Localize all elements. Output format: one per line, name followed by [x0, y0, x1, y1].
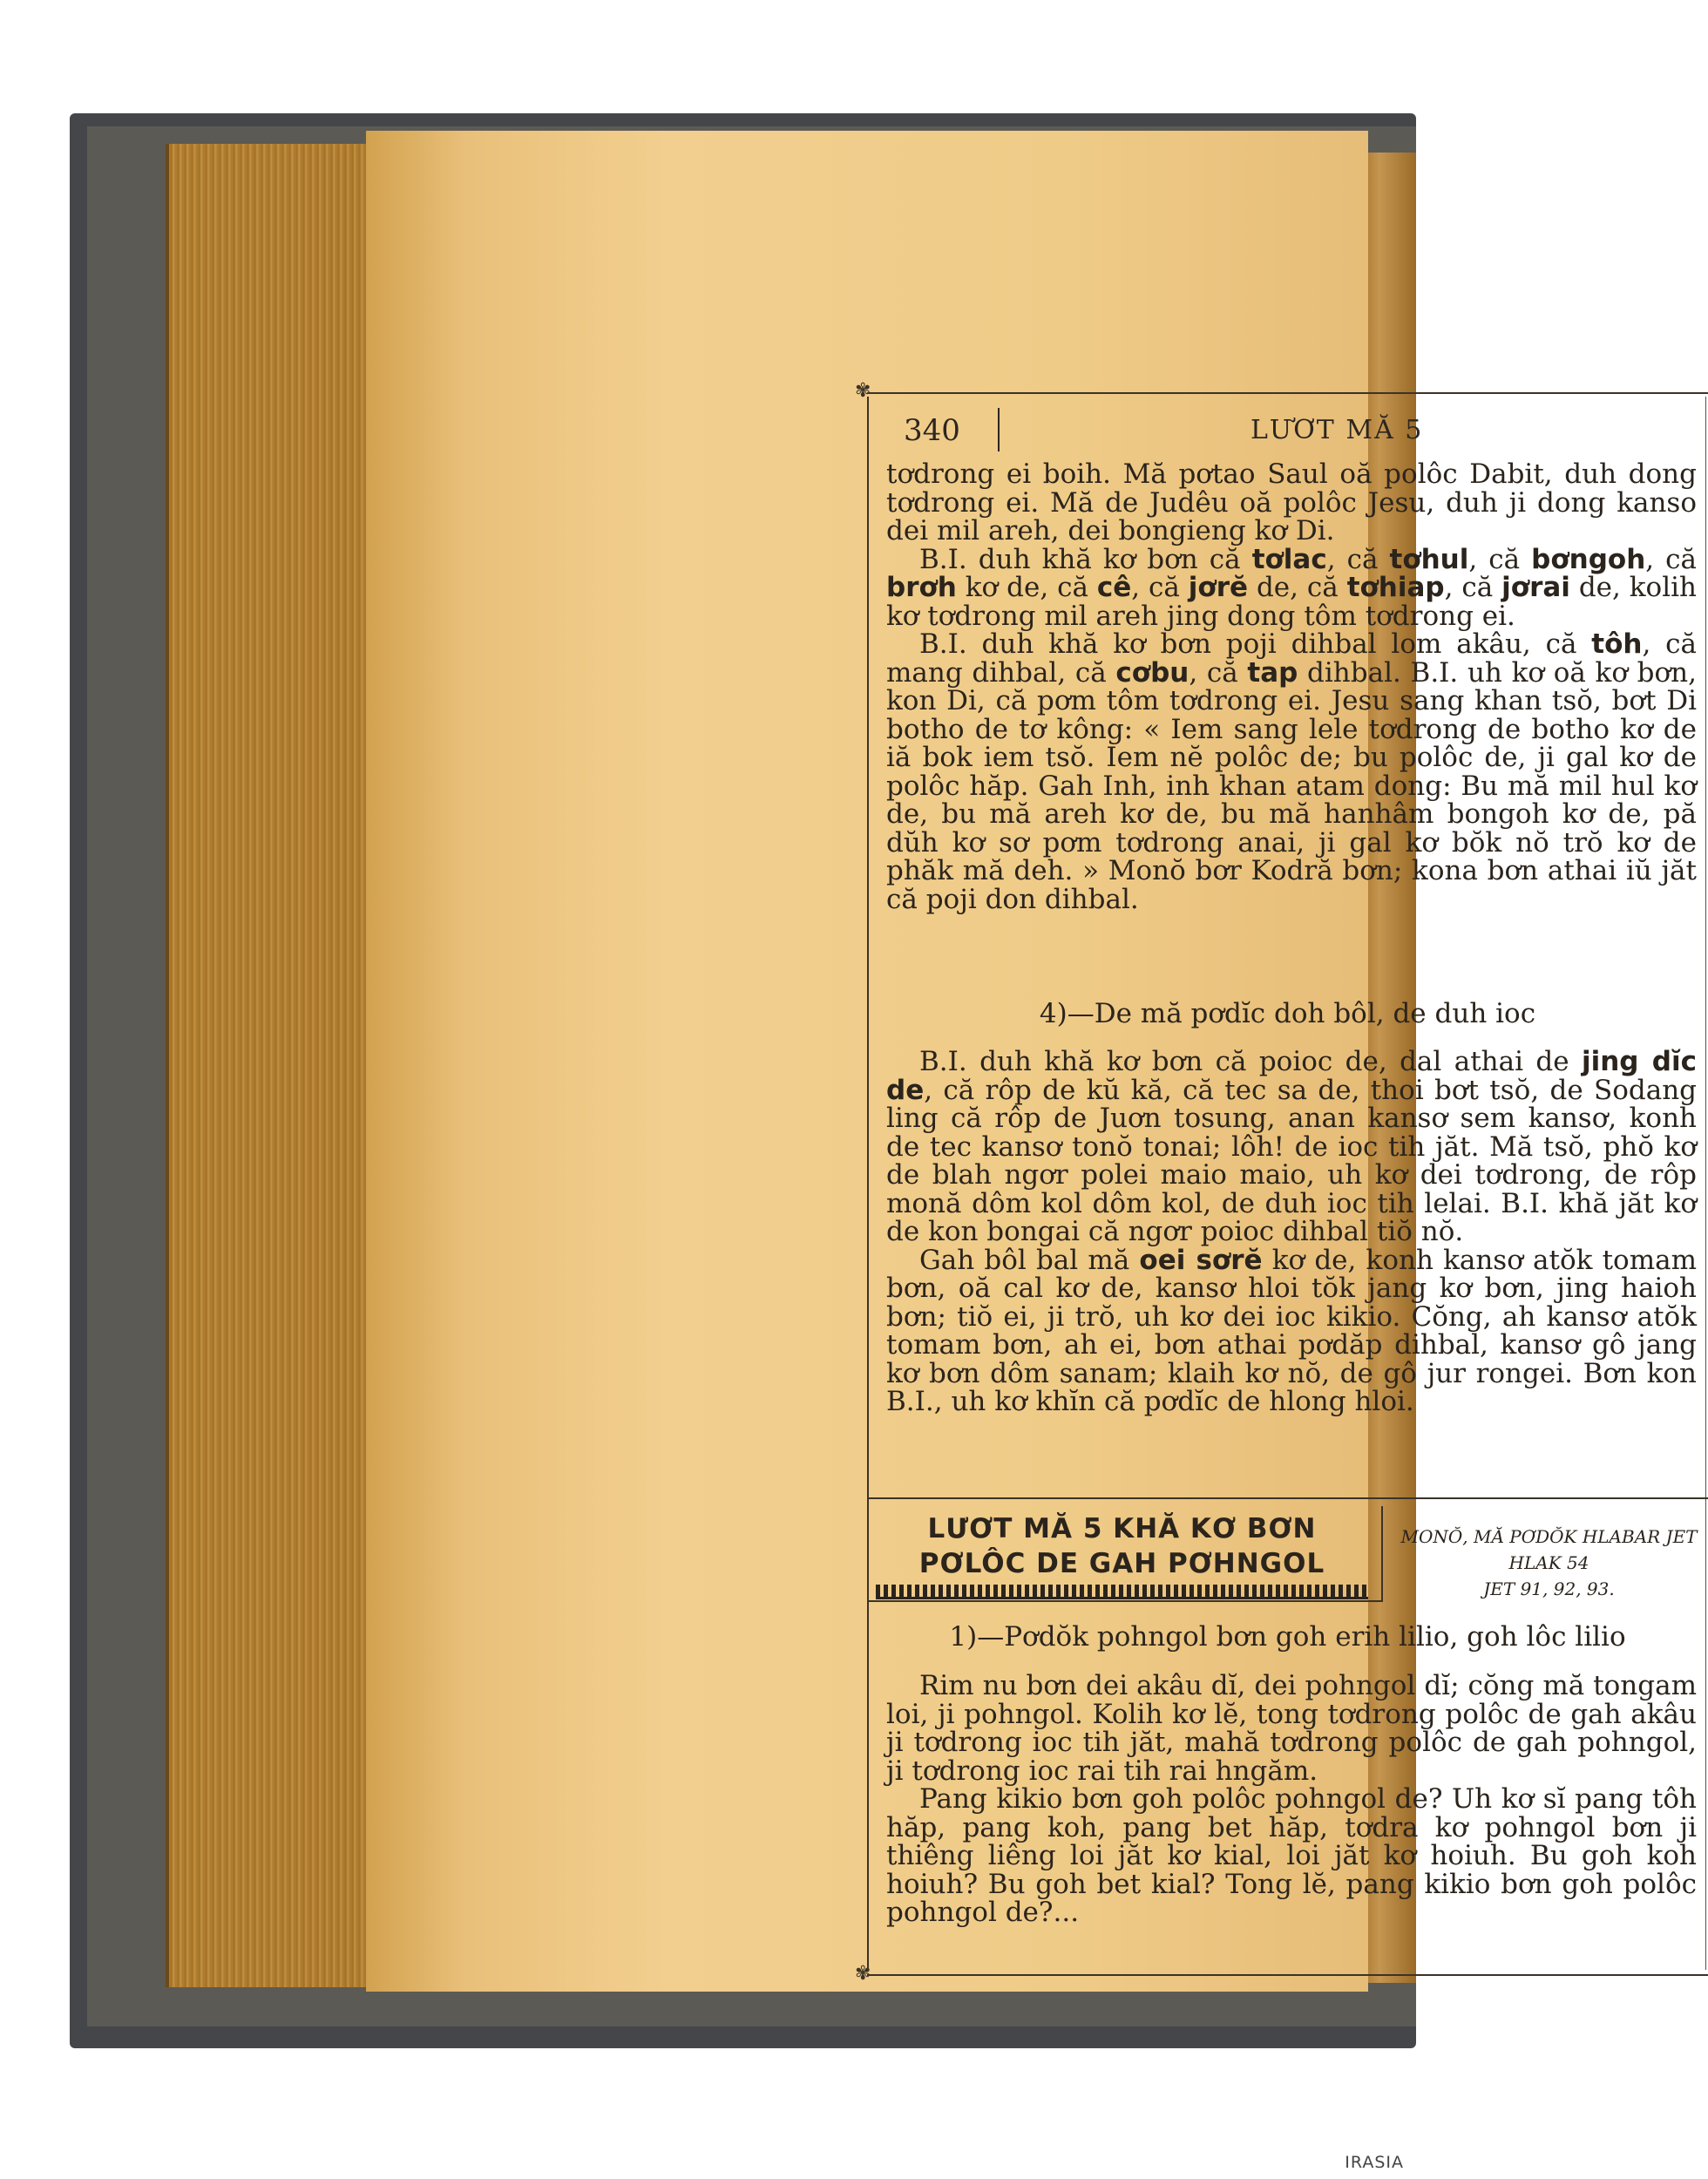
paragraph-2: [886, 543, 1698, 632]
lesson-references: [1390, 1524, 1708, 1602]
text-frame: [855, 380, 1708, 1985]
bold-term: bơngoh: [1531, 543, 1646, 575]
text-run: B.I. duh khă kơ bơn că poioc de, dal athai de: [919, 1046, 1582, 1077]
left-rule: [867, 397, 869, 1970]
paragraph-7: Pang kikio bơn goh polôc pohngol de? Uh kơ sĭ pang tôh hăp, pang koh, pang bet hăp, tơdra kơ pohngol bơn ji thiêng liêng loi jăt kơ kial, loi jăt kơ hoiuh. Bu goh koh hoiuh? Bu goh bet kial? Tong lĕ, pang kikio bơn goh polôc pohngol de?...: [886, 1783, 1697, 1928]
bold-term: jơrai: [1501, 572, 1570, 603]
paragraph-5: [886, 1246, 1697, 1416]
body-text-upper: [886, 460, 1697, 913]
reference-line: MONŎ, MĂ PƠDŎK HLABAR JET: [1400, 1526, 1698, 1547]
text-run: , că: [1468, 543, 1532, 575]
top-rule: [867, 392, 1708, 394]
text-run: Gah bôl bal mă: [919, 1244, 1140, 1276]
lesson-separator: [1381, 1506, 1383, 1602]
bold-term: jơrĕ: [1188, 572, 1249, 603]
text-run: , că: [1189, 656, 1248, 689]
text-run: , că: [1645, 543, 1698, 575]
page-number: 340: [904, 413, 960, 448]
bold-term: tôh: [1591, 628, 1643, 660]
lesson-title-line: PƠLÔC DE GAH PƠHNGOL: [918, 1548, 1325, 1579]
section-heading-1: 1)—Pơdŏk pohngol bơn goh erih lilio, goh lôc lilio: [949, 1621, 1626, 1653]
reference-line: HLAK 54: [1508, 1552, 1589, 1573]
text-run: , că: [1326, 543, 1390, 575]
lesson-bottom-rule: [867, 1600, 1381, 1602]
page-stack-edge: [166, 144, 378, 1987]
bold-term: tơlac: [1251, 543, 1327, 575]
bold-term: cê: [1096, 572, 1132, 603]
right-rule: [1705, 397, 1706, 1970]
section-heading-4: 4)—De mă pơdĭc doh bôl, de duh ioc: [1039, 998, 1536, 1029]
watermark: IRASIA: [1345, 2153, 1404, 2172]
text-run: de, kolih kơ tơdrong mil areh jing dong tôm tơdrong ei.: [886, 572, 1698, 632]
line: tơdrong ei. Mă de Judêu oă polôc Jesu, duh ji dong kanso: [886, 486, 1697, 519]
lesson-title-line: LƯƠT MĂ 5 KHĂ KƠ BƠN: [927, 1513, 1317, 1544]
body-text-middle: [886, 1048, 1697, 1416]
text-run: B.I. duh khă kơ bơn că: [919, 543, 1252, 575]
text-run: , că: [1444, 572, 1502, 603]
header-separator: [998, 408, 1000, 451]
ornamental-band: [876, 1585, 1368, 1599]
bold-term: tơhul: [1389, 543, 1469, 575]
bold-term: cơbu: [1115, 656, 1190, 689]
text-run: , că mang dihbal, că: [886, 628, 1697, 689]
bold-term: jing dĭc de: [886, 1046, 1697, 1106]
book-page: [366, 131, 1698, 1992]
running-title: LƯƠT MĂ 5: [1250, 415, 1424, 445]
bold-term: tap: [1247, 656, 1298, 689]
line: dei mil areh, dei bongieng kơ Di.: [886, 515, 1335, 546]
corner-ornament-top-left: ✾: [855, 380, 871, 402]
text-run: de, că: [1248, 572, 1347, 603]
body-text-lower: [886, 1672, 1697, 1927]
bottom-rule: [867, 1974, 1708, 1976]
paragraph-6: Rim nu bơn dei akâu dĭ, dei pohngol dĭ; cŏng mă tongam loi, ji pohngol. Kolih kơ lĕ, tong tơdrong polôc de gah akâu ji tơdrong ioc tih jăt, mahă tơdrong polôc de gah pohngol, ji tơdrong ioc rai tih rai hngăm.: [886, 1670, 1697, 1787]
text-run: B.I. duh khă kơ bơn poji dihbal lom akâu, că: [919, 628, 1592, 660]
bold-term: tơhiap: [1346, 572, 1445, 603]
text-run: dihbal. B.I. uh kơ oă kơ bơn, kon Di, că pơm tôm tơdrong ei. Jesu sang khan tsŏ, bơt Di botho de tơ kông: « Iem sang lele tơdrong de botho kơ de iă bok iem tsŏ. Iem nĕ polôc de; bu polôc de, ji gal kơ de polôc hăp. Gah Inh, inh khan atam dong: Bu mă mil hul kơ de, bu mă areh kơ de, bu mă hanhâm bongoh kơ de, pă dŭh kơ sơ pơm tơdrong anai, ji gal kơ bŏk nŏ trŏ kơ de phăk mă deh. » Monŏ bơr Kodră bơn; kona bơn athai iŭ jăt că poji don dihbal.: [886, 656, 1697, 915]
page-header: [867, 408, 1708, 453]
paragraph-3: [886, 630, 1697, 913]
corner-ornament-bottom-left: ✾: [855, 1963, 871, 1985]
text-run: , că rôp de kŭ kă, că tec sa de, thoi bơt tsŏ, de Sodang ling că rôp de Juơn tosung, anan kansơ sem kansơ, konh de tec kansơ tonŏ tonai; lôh! de ioc tih jăt. Mă tsŏ, phŏ kơ de blah ngơr polei maio maio, uh kơ dei tơdrong, de rôp monă dôm kol dôm kol, de duh ioc tih lelai. B.I. khă jăt kơ de kon bongai că ngơr poioc dihbal tiŏ nŏ.: [886, 1074, 1697, 1247]
text-run: kơ de, că: [956, 572, 1097, 603]
paragraph-1: [886, 460, 1697, 546]
bold-term: oei sơrĕ: [1139, 1244, 1263, 1276]
line: tơdrong ei boih. Mă pơtao Saul oă polôc Dabit, duh dong: [886, 458, 1697, 490]
bold-term: brơh: [886, 572, 957, 603]
reference-line: JET 91, 92, 93.: [1483, 1578, 1615, 1599]
lesson-rule: [867, 1497, 1708, 1499]
lesson-title: [876, 1511, 1368, 1581]
paragraph-4: [886, 1048, 1697, 1246]
lesson-heading-box: [867, 1497, 1708, 1602]
text-run: , că: [1131, 572, 1189, 603]
text-run: kơ de, konh kansơ atŏk tomam bơn, oă cal kơ de, kansơ hloi tŏk jang kơ bơn, jing haioh bơn; tiŏ ei, ji trŏ, uh kơ dei ioc kikio. Cŏng, ah kansơ atŏk tomam bơn, ah ei, bơn athai pơdăp dihbal, kansơ gô jang kơ bơn dôm sanam; klaih kơ nŏ, de gô jur rongei. Bơn kon B.I., uh kơ khĭn că pơdĭc de hlong hloi.: [886, 1244, 1697, 1417]
